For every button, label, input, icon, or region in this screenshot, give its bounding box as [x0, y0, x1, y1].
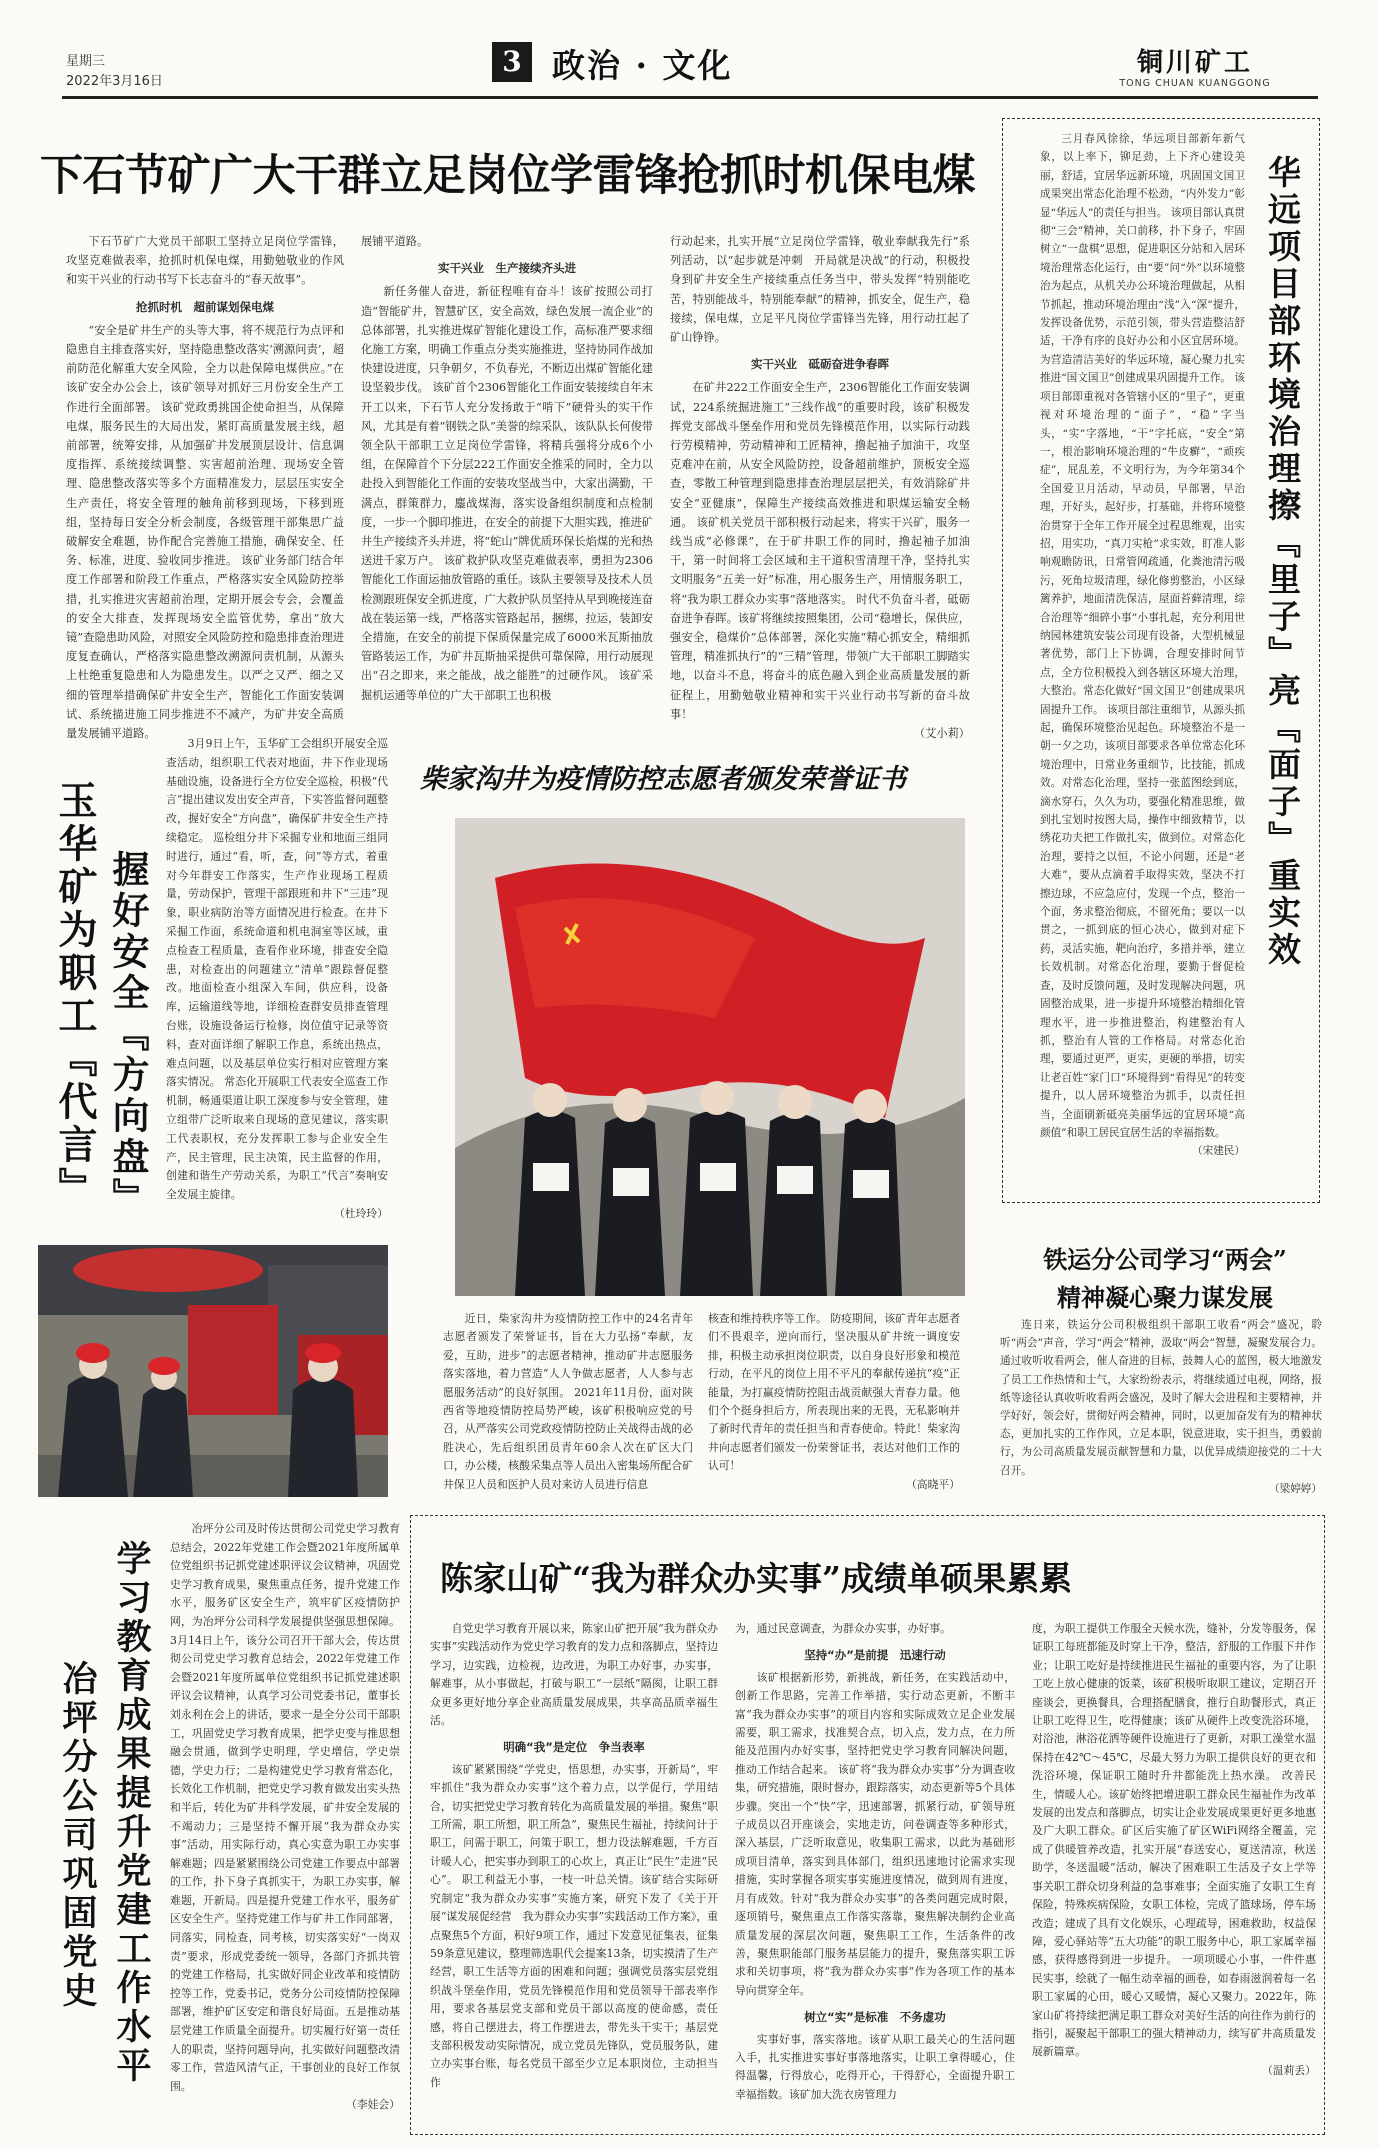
article-7-col-1	[430, 1620, 718, 2125]
article-6-body	[170, 1520, 400, 2130]
article-1-author: （艾小莉）	[914, 727, 970, 741]
article-4-col-left	[443, 1310, 693, 1500]
article-6-text: 冶坪分公司及时传达贯彻公司党史学习教育总结会，2022年党建工作会暨2021年度所属单位党组织书记抓党建述职评议会议精神，巩固党史学习教育成果，聚焦重点任务，提升党建工作水平，服务矿区安全生产，筑牢矿区疫情防护网，为冶坪分公司科学发展提供坚强思想保障。 3月14日上午，该分公司召开干部大会，传达贯彻公司党史学习教育总结会，2022年党建工作会暨2021年度所属单位党组织书记抓党建述职评议会议精神，认真学习公司党委书记，董事长刘永利在会上的讲话，要求一是全分公司干部职工，巩固党史学习教育成果，把学史变与推思想融会贯通，做到学史明理，学史增信，学史崇德，学史力行；二是构建党史学习教育常态化，长效化工作机制，把党史学习教育做发出实头热和半后，转化为矿井科学发展，矿井安全发展的不竭动力；三是坚持不懈开展“我为群众办实事”活动，用实际行动，真心实意为职工办实事解难题；四是紧紧围绕公司党建工作要点中部署的工作，扑下身子真抓实干，为职工办实事，解难题，开新局。四是提升党建工作水平，服务矿区安全生产。坚持党建工作与矿井工作同部署，同落实，同检查，同考核，切实落实好“一岗双责”要求，形成党委统一领导，各部门齐抓共管的党建工作格局，扎实做好同企业改革和疫情防控等工作，党委书记，党务分公司疫情防控保障部署，维护矿区安定和谐良好局面。五是推动基层党建工作质量全面提升。切实履行好第一责任人的职责，坚持问题导向，扎实做好问题整改清零工作，营造风清气正，干事创业的良好工作氛围。	[170, 1522, 400, 2093]
article-7-author: （温莉丢）	[1262, 2063, 1316, 2077]
article-4-text-right: 核查和维持秩序等工作。 防疫期间，该矿青年志愿者们不畏艰辛，逆向而行，坚决服从矿井统一调度安排，积极主动承担岗位职责，以自身良好形象和模范行动，在平凡的岗位上用不平凡的奉献传递抗“疫”正能量，为打赢疫情防控阻击战贡献强大青春力量。他们个个挺身担后方，所表现出来的无畏，无私影响并了新时代青年的责任担当和青春使命。特此！柴家沟井向志愿者们颁发一份荣誉证书，表达对他们工作的认可！	[708, 1312, 960, 1473]
article-7-col-3	[1032, 1620, 1316, 2125]
article-7-lead: 自党史学习教育开展以来，陈家山矿把开展“我为群众办实事”实践活动作为党史学习教育的发力点和落脚点，坚持边学习，边实践，边检视，边改进，为职工办好事，办实事，解难事，从小事做起，打破与职工“一层纸”隔阂，让职工群众更多更好地分享企业高质量发展成果，共享高品质幸福生活。	[430, 1622, 718, 1728]
issue-date: 2022年3月16日	[66, 74, 163, 89]
article-1-col-1	[66, 232, 344, 741]
article-5-text: 连日来，铁运分公司积极组织干部职工收看“两会”盛况，聆听“两会”声音，学习“两会”精神，汲取“两会”智慧，凝聚发展合力。 通过收听收看两会，催人奋进的目标，鼓舞人心的蓝图，极大地激发了员工工作热情和士气，大家纷纷表示，将继续通过电视，网络，报纸等途径认真收听收看两会盛况，及时了解大会进程和主要精神，并学好好，领会好，贯彻好两会精神，同时，以更加奋发有为的精神状态，更加扎实的工作作风，立足本职，锐意进取，实干担当，勇毅前行，为公司高质量发展贡献智慧和力量，以优异成绩迎接党的二十大召开。	[1000, 1319, 1322, 1477]
volunteers-photo-image	[455, 818, 965, 1296]
article-7-body-2: 为，通过民意调查，为群众办实事，办好事。	[735, 1622, 951, 1635]
article-7-subhead-1: 明确“我”是定位 争当表率	[503, 1740, 645, 1755]
article-5-headline-1: 铁运分公司学习“两会”	[1043, 1245, 1287, 1274]
article-7-headline: 陈家山矿“我为群众办实事”成绩单硕果累累	[440, 1559, 1072, 1598]
section-title: 政治 · 文化	[552, 46, 733, 85]
article-5-body	[1000, 1316, 1322, 1506]
article-7-body-3: 度，为职工提供工作服全天候水洗，缝补，分发等服务，保证职工每班都能及时穿上干净，整洁，舒服的工作服下井作业；让职工吃好是持续推进民生福祉的重要内容，为了让职工吃上放心健康的饭菜，该矿积极听取职工建议，定期召开座谈会，更换餐具，合理搭配膳食，推行自助餐形式，真正让职工吃得卫生，吃得健康；该矿从硬件上改变洗浴环境，对浴池，淋浴花洒等硬件设施进行了更新，对职工澡堂水温保持在42℃～45℃，尽最大努力为职工提供良好的更衣和洗浴环境，保证职工随时升井都能洗上热水澡。 改善民生，情暖人心。该矿始终把增进职工群众民生福祉作为改革发展的出发点和落脚点，切实让企业发展成果更好更多地惠及广大职工群众。矿区后实施了矿区WiFi网络全覆盖，完成了供暖管养改造，扎实开展“春送安心，夏送清凉，秋送助学，冬送温暖”活动，解决了困难职工生活及子女上学等事关职工群众切身利益的急事难事；全面实施了女职工生育保险，特殊疾病保险，女职工体检，完成了篮球场，停车场改造；建成了具有文化娱乐，心理疏导，困难救助，权益保障，爱心驿站等“五大功能”的职工服务中心，职工家属幸福感，获得感得到进一步提升。 一项项暖心小事，一件件惠民实事，绘就了一幅生动幸福的画卷，如春雨滋润着每一名职工家属的心田，暖心又暖情，凝心又聚力。2022年，陈家山矿将持续把满足职工群众对美好生活的向往作为前行的指引，凝聚起干部职工的强大精神动力，续写矿井高质量发展新篇章。	[1032, 1622, 1316, 2059]
article-2-text: 三月春风徐徐，华远项目部新年新气象，以上率下，铆足劲，上下齐心建设美丽，舒适，宜居华远新环境，巩固国文国卫成果突出常态化治理不松劲，“内外发力”彰显“华远人”的责任与担当。 该项目部认真贯彻“三会”精神，关口前移，扑下身子，牢固树立“一盘棋”思想，促进职区分站和入居环境治理常态化运行，由“要”问“外”以环境整治为起点，从机关办公环境治理做起，从相节抓起，推动环境治理由“浅”入“深”提升，发挥设备优势，示范引领，带头营造整洁舒适，干净有序的良好办公和小区宜居环境。为营造清洁美好的华远环境，凝心聚力扎实推进“国文国卫”创建成果巩固提升工作。 该项目部即重视对各管辖小区的“里子”，更重视对环境治理的“面子”，“稳”字当头，“实”字落地，“干”字托底，“安全”第一，根治影响环境治理的“牛皮癣”，“顽疾症”，屁乱差，不文明行为，为今年第34个全国爱卫月活动，早动员，早部署，早治理，开好头，起好步，打基础，并将环境整治贯穿于全年工作开展全过程思维观，出实招，用实功，“真刀实枪”求实效，盯准人影响观瞻防讯，日常管网疏通，化粪池清污吸污，死角垃圾清理，绿化修剪整治，小区绿篱养护，地面清洗保洁，屋面苔藓清理，综合治理等“细碎小事”小事扎起，充分利用世纳园林建筑安装公司现有设备，大型机械显著优势，部门上下协调，合理安排时间节点，全方位积极投入到各辖区环境大治理，大整治。常态化做好“国文国卫”创建成果巩固提升工作。 该项目部注重细节，从源头抓起，确保环境整治见起色。环境整治不是一朝一夕之功，该项目部要求各单位常态化环境治理中，日常业务重细节，比技能，抓成效。对常态化治理，坚持一张蓝图绘到底，滴水穿石，久久为功，要强化精准思维，做到扎宝划时按图大局，操作中细致精节，以绣花功夫把工作做扎实，做到位。对常态化治理，要持之以恒，不论小问题，还是“老大难”，要从点滴着手取得实效，坚决不打擦边球，不应急应付，发现一个点，整治一个面，务求整治彻底，不留死角；要以一以贯之，一抓到底的恒心决心，做到对症下药，灵活实施，靶向治疗，多措并举，建立长效机制。对常态化治理，要勤于督促检查，及时反馈问题，及时发现解决问题，巩固整治成果，进一步提升环境整治精细化管理水平，进一步推进整治，构建整治有人抓，整治有人管的工作格局。对常态化治理，要通过更严，更实，更硬的举措，切实让老百姓“家门口”环境得到“看得见”的转变提升，以人居环境整治为抓手，以责任担当，全面刷新砥亮美丽华远的宜居环境“高颜值”和职工居民宜居生活的幸福指数。	[1040, 133, 1245, 1139]
article-3-text: 3月9日上午，玉华矿工会组织开展安全巡查活动，组织职工代表对地面，井下作业现场基础设施，设备进行全方位安全巡检，积极“代言”提出建议发出安全声音，下实答监督问题整改，握好安全“方向盘”，确保矿井安全生产持续稳定。 巡检组分井下采掘专业和地面三组同时进行，通过“看，听，查，问”等方式，着重对今年群安工作落实，生产作业现场工程质量，劳动保护，管理干部跟班和井下“三违”现象，职业病防治等方面情况进行检查。在井下采掘工作面，系统命道和机电洞室等区域，重点检查工程质量，查看作业环境，排查安全隐患，对检查出的问题建立“清单”跟踪督促整改。地面检查小组深入车间，供应科，设备库，运输道线等地，详细检查群安员排查管理台账，设施设备运行检修，岗位值守记录等资料，查对面详细了解职工作息，系统出热点，难点问题，以及基层单位实行相对应管理方案落实情况。 常态化开展职工代表安全巡查工作机制，畅通渠道让职工深度参与安全管理，建立组带广泛听取来自现场的意见建议，落实职工代表职权，充分发挥职工参与企业安全生产，民主管理，民主决策，民主监督的作用，创建和谐生产劳动关系，为职工“代言”奏响安全发展主旋律。	[166, 737, 388, 1202]
article-4-col-right	[708, 1310, 960, 1500]
article-2-author: （宋建民）	[1192, 1145, 1245, 1158]
article-1-subhead-3: 实干兴业 砥砺奋进争春晖	[751, 357, 889, 372]
article-1-body-1: “安全是矿井生产的头等大事，将不规范行为点评和隐患自主排查落实好，坚持隐患整改落实‘溯源问责’，超前防范化解重大安全风险，全力以赴保障电煤供应。”在该矿安全办公会上，该矿领导对抓好三月份安全生产工作进行全面部署。 该矿党政勇挑国企使命担当，从保障电煤，服务民生的大局出发，紧盯高质量发展主线，超前部署，统筹安排，从加强矿井发展顶层设计、信息调度指挥、系统接续调整、实害超前治理、现场安全管理、隐患整改落实等多个方面精准发力，层层压实安全生产责任，将安全管理的触角前移到现场，下移到班组，坚持每日安全分析会制度，各级管理干部集思广益破解安全难题，协作配合完善施工措施，确保安全、任务、标准，进度、验收同步推进。 该矿业务部门结合年度工作部署和阶段工作重点，严格落实安全风险防控举措，扎实推进灾害超前治理，定期开展会专会，会覆盖的安全大排查，发挥现场安全监管优势，拿出“放大镜”查隐患助风险，对照安全风险防控和隐患排查治理进度复查确认，严格落实隐患整改溯源问责机制，从源头上杜绝重复隐患和人为隐患发生。以严之又严、细之又细的管理举措确保矿井安全生产，智能化工作面安装调试、系统描进施工同步推进不不减产，为矿井安全高质量发展铺平道路。	[66, 323, 344, 741]
article-6-vertical-title-2: 冶坪分公司巩固党史	[57, 1660, 98, 2011]
article-1-col-3	[670, 232, 970, 741]
article-3-author: （杜玲玲）	[334, 1206, 388, 1220]
article-1-headline: 下石节矿广大干群立足岗位学雷锋抢抓时机保电煤	[40, 151, 975, 201]
article-3-vertical-title: 玉华矿为职工『代言』	[52, 780, 98, 1210]
article-4-author: （高晓平）	[906, 1477, 960, 1491]
article-1-body-3: 行动起来，扎实开展“立足岗位学雷锋，敬业奉献我先行”系列活动，以“起步就是冲刺 开局就是决战”的行动，积极投身到矿井安全生产接续重点任务当中，带头发挥“特别能吃苦，特别能战斗，特别能奉献”的精神，抓安全，促生产，稳接续，保电煤，立足平凡岗位学雷锋当先锋，用行动扛起了矿山铮铮。	[670, 235, 970, 345]
article-7-body-1: 该矿紧紧围绕“学党史，悟思想，办实事，开新局”，牢牢抓住“我为群众办实事”这个着力点，以学促行，学用结合，切实把党史学习教育转化为高质量发展的举措。聚焦“职工所需，职工所想，职工所急”，聚焦民生福祉，持续问计于职工，问需于职工，问策于职工，想力设法解难题，千方百计暖人心，把实事办到职工的心坎上，真正让“民生”走进“民心”。 职工利益无小事，一枝一叶总关情。该矿结合实际研究制定“我为群众办实事”实施方案，研究下发了《关于开展“谋发展促经营 我为群众办实事”实践活动工作方案》，重点聚焦5个方面，积好9项工作，通过下发意见征集表，征集59条意见建议，整理筛选职代会提案13条，切实摸清了生产经营，职工生活等方面的困难和问题；强调党员落实层党组织战斗堡垒作用，党员先锋模范作用和党员领导干部表率作用，要求各基层党支部和党员干部以高度的使命感，责任感，将自己摆进去，将工作摆进去，带先头干实干；基层党支部积极发动实际情况，成立党员先锋队，党员服务队，建立办实事台账，每名党员干部至少立足本职岗位，主动担当作	[430, 1762, 718, 2089]
workers-photo-image	[38, 1245, 388, 1497]
article-1-subhead-1: 抢抓时机 超前谋划保电煤	[136, 299, 274, 314]
article-7-subhead-2: 坚持“办”是前提 迅速行动	[804, 1648, 946, 1663]
article-4-text-left: 近日，柴家沟井为疫情防控工作中的24名青年志愿者颁发了荣誉证书，旨在大力弘扬“奉献，友爱，互助，进步”的志愿者精神，推动矿井志愿服务落实落地，着力营造“人人争做志愿者，人人参与志愿服务活动”的良好氛围。 2021年11月份，面对陕西省等地疫情防控局势严峻，该矿积极响应党的号召，从严落实公司党政疫情防控防止关战得击战的必胜决心，先后组织团员青年60余人次在矿区大门口，办公楼，核酸采集点等人员出入密集场所配合矿井保卫人员和医护人员对来访人员进行信息	[443, 1312, 693, 1491]
article-1-col-2	[361, 232, 653, 722]
article-1-body-2: 新任务催人奋进，新征程唯有奋斗！该矿按照公司打造“智能矿井，智慧矿区，安全高效，绿色发展一流企业”的总体部署，扎实推进煤矿智能化建设工作，高标准严要求细化施工方案，明确工作重点分类实施推进，坚持协同作战加快建设进度，只争朝夕，不负春光，不断迈出煤矿智能化建设坚毅步伐。 该矿首个2306智能化工作面安装接续自年末开工以来，下石节人充分发扬敢于“啃下”硬骨头的实干作风，尤其是有着“钢铁之队”美誉的综采队，该队队长何俊带领全队干部职工立足岗位学雷锋，将精兵强将分成6个小组，在保障首个下分层222工作面安全推采的同时，全力以赴投入到智能化工作面的安装攻坚战当中，大家出满勤，干满点，群策群力，鏖战煤海，落实设备组织制度和点检制度，一步一个脚印推进，在安全的前提下大胆实践，推进矿井生产接续齐头并进，将“蛇山”牌优质环保长焰煤的光和热送进千家万户。 该矿救护队攻坚克难做表率，勇担为2306智能化工作面运抽放管路的重任。该队主要领导及技术人员检测跟班保安全抓进度，广大救护队员坚持从早到晚接连奋战在装运第一线，严格落实管路起吊，捆绑，拉运，装卸安全措施，在安全的前提下保质保量完成了6000米瓦斯抽放管路装运工作，为矿井瓦斯抽采提供可靠保障，用行动展现出“召之即来，来之能战，战之能胜”的过硬作风。 该矿采掘机运通等单位的广大干部职工也积极	[361, 285, 653, 702]
article-1-subhead-2: 实干兴业 生产接续齐头进	[438, 261, 576, 276]
article-5-headline-2: 精神凝心聚力谋发展	[1057, 1283, 1273, 1312]
article-7-col-2	[735, 1620, 1015, 2125]
paper-name: 铜川矿工	[1136, 48, 1253, 78]
volunteers-photo	[455, 818, 965, 1296]
article-2-body	[1040, 130, 1245, 1180]
article-1-lead: 下石节矿广大党员干部职工坚持立足岗位学雷锋，攻坚克难做表率，抢抓时机保电煤，用勤勉敬业的作风和实干兴业的行动书写下长志奋斗的“春天故事”。	[66, 235, 344, 287]
paper-pinyin: TONG CHUAN KUANGGONG	[1119, 78, 1271, 89]
masthead	[0, 0, 1379, 100]
article-2-vertical-title: 华远项目部环境治理擦『里子』亮『面子』重实效	[1263, 155, 1302, 969]
workers-photo	[38, 1245, 388, 1497]
article-3-vertical-title-2: 握好安全『方向盘』	[106, 850, 150, 1219]
weekday: 星期三	[66, 54, 106, 69]
article-4-headline: 柴家沟井为疫情防控志愿者颁发荣誉证书	[420, 764, 906, 795]
article-5-author: （梁婷婷）	[1269, 1482, 1322, 1495]
article-7-subhead-3: 树立“实”是标准 不务虚功	[804, 2010, 946, 2025]
article-1-body-3b: 在矿井222工作面安全生产，2306智能化工作面安装调试，224系统掘进施工“三线作战”的重要时段，该矿积极发挥党支部战斗堡垒作用和党员先锋模范作用，以实际行动践行劳模精神，劳动精神和工匠精神，撸起袖子加油干，攻坚克难冲在前，从安全风险防控，设备超前维护，顶板安全巡查，零散工种管理到隐患排查治理层层把关，有效消除矿井安全“亚健康”，保障生产接续高效推进和职煤运输安全畅通。 该矿机关党员干部积极行动起来，将实干兴矿，服务一线当成“必修课”，在于矿井职工作的同时，撸起袖子加油干，第一时间将工会区域和主干道积雪清理干净，坚持扎实文明服务“五美一好”标准，用心服务生产，用情服务职工，将“我为职工群众办实事”落地落实。 时代不负奋斗者，砥砺奋进争春晖。该矿将继续按照集团，公司“稳增长，保供应，强安全，稳煤价”总体部署，深化实施“精心抓安全，精细抓管理，精准抓执行”的“三精”管理，带领广大干部职工脚踏实地，以奋斗不息，将奋斗的底色融入到企业高质量发展的新征程上，用勤勉敬业精神和实干兴业行动书写新的奋斗故事！	[670, 381, 970, 721]
article-7-body-2b: 该矿根据新形势，新挑战，新任务，在实践活动中，创新工作思路，完善工作举措，实行动态更新，不断丰富“我为群众办实事”的项目内容和实际成效立足企业发展需要，职工需求，找准契合点，切入点，发力点，在力所能及范围内办好实事，坚持把党史学习教育同解决问题，推动工作结合起来。 该矿将“我为群众办实事”分为调查收集，研究措施，限时督办，跟踪落实，动态更新等5个具体步骤。突出一个“快”字，迅速部署，抓紧行动，矿领导班子成员以召开座谈会，实地走访，问卷调查等多种形式，深入基层，广泛听取意见，收集职工需求，以此为基础形成项目清单，落实到具体部门，组织迅速地讨论需求实现措施，实时掌握各项实事实施进度情况，做到周有进度，月有成效。针对“我为群众办实事”的各类问题完成时限，逐项销号，聚焦重点工作落实落靠，聚焦解决制约企业高质量发展的深层次问题，聚焦职工工作，生活条件的改善，聚焦职能部门服务基层能力的提升，聚焦落实职工诉求和关切事项，将“我为群众办实事”作为各项工作的基本导向贯穿全年。	[735, 1670, 1015, 1997]
article-6-vertical-title: 学习教育成果提升党建工作水平	[111, 1540, 152, 2086]
page-number: 3	[492, 42, 532, 82]
article-7-body-2c: 实事好事，落实落地。该矿从职工最关心的生活问题入手，扎实推进实事好事落地落实，让职工拿得暖心，住得温馨，行得放心，吃得开心，干得舒心，全面提升职工幸福指数。该矿加大洗衣房管理力	[735, 2032, 1015, 2101]
article-3-body	[166, 735, 388, 1225]
masthead-rule	[62, 96, 1318, 99]
article-1-body-2-start: 展铺平道路。	[361, 235, 429, 248]
article-6-author: （李娃会）	[346, 2098, 400, 2112]
